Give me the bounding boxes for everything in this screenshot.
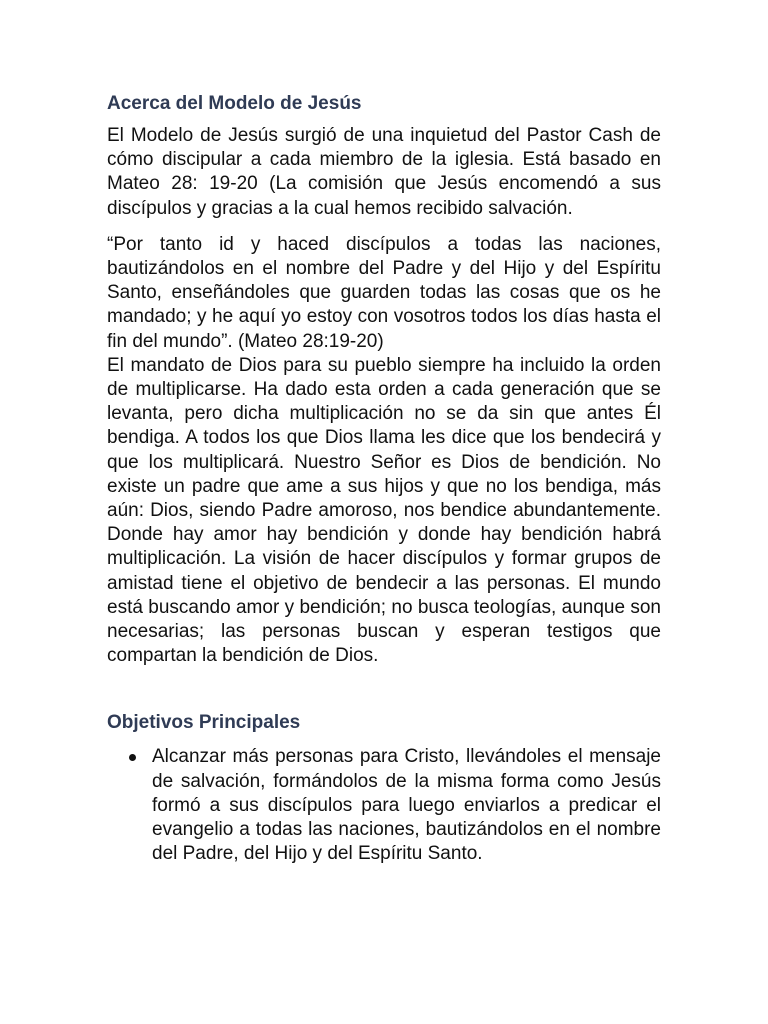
bullet-icon xyxy=(129,754,136,761)
list-item xyxy=(107,745,661,866)
objectives-list xyxy=(107,745,661,866)
paragraph-intro: El Modelo de Jesús surgió de una inquietud del Pastor Cash de cómo discipular a cada miembro de la iglesia. Está basado en Mateo 28: 19-20 (La comisión que Jesús encomendó a sus discípulos y gracias a la cual hemos recibido salvación. xyxy=(107,125,661,219)
objective-text: Alcanzar más personas para Cristo, llevándoles el mensaje de salvación, formándolos de la misma forma como Jesús formó a sus discípulos para luego enviarlos a predicar el evangelio a todas las naciones, bautizándolos en el nombre del Padre, del Hijo y del Espíritu Santo. xyxy=(152,746,661,865)
paragraph-mandate: El mandato de Dios para su pueblo siempre ha incluido la orden de multiplicarse. Ha dado esta orden a cada generación que se levanta, pero dicha multiplicación no se da sin que antes Él bendiga. A todos los que Dios llama les dice que los bendecirá y que los multiplicará. Nuestro Señor es Dios de bendición. No existe un padre que ame a sus hijos y que no los bendiga, más aún: Dios, siendo Padre amoroso, nos bendice abundantemente. Donde hay amor hay bendición y donde hay bendición habrá multiplicación. La visión de hacer discípulos y formar grupos de amistad tiene el objetivo de bendecir a las personas. El mundo está buscando amor y bendición; no busca teologías, aunque son necesarias; las personas buscan y esperan testigos que compartan la bendición de Dios. xyxy=(107,354,661,667)
document-page xyxy=(107,92,661,866)
paragraph-scripture-quote: “Por tanto id y haced discípulos a todas las naciones, bautizándolos en el nombre del Padre y del Hijo y del Espíritu Santo, enseñándoles que guarden todas las cosas que os he mandado; y he aquí yo estoy con vosotros todos los días hasta el fin del mundo”. (Mateo 28:19-20) xyxy=(107,233,661,352)
section-heading-about: Acerca del Modelo de Jesús xyxy=(107,93,362,114)
section-heading-objectives: Objetivos Principales xyxy=(107,712,301,734)
